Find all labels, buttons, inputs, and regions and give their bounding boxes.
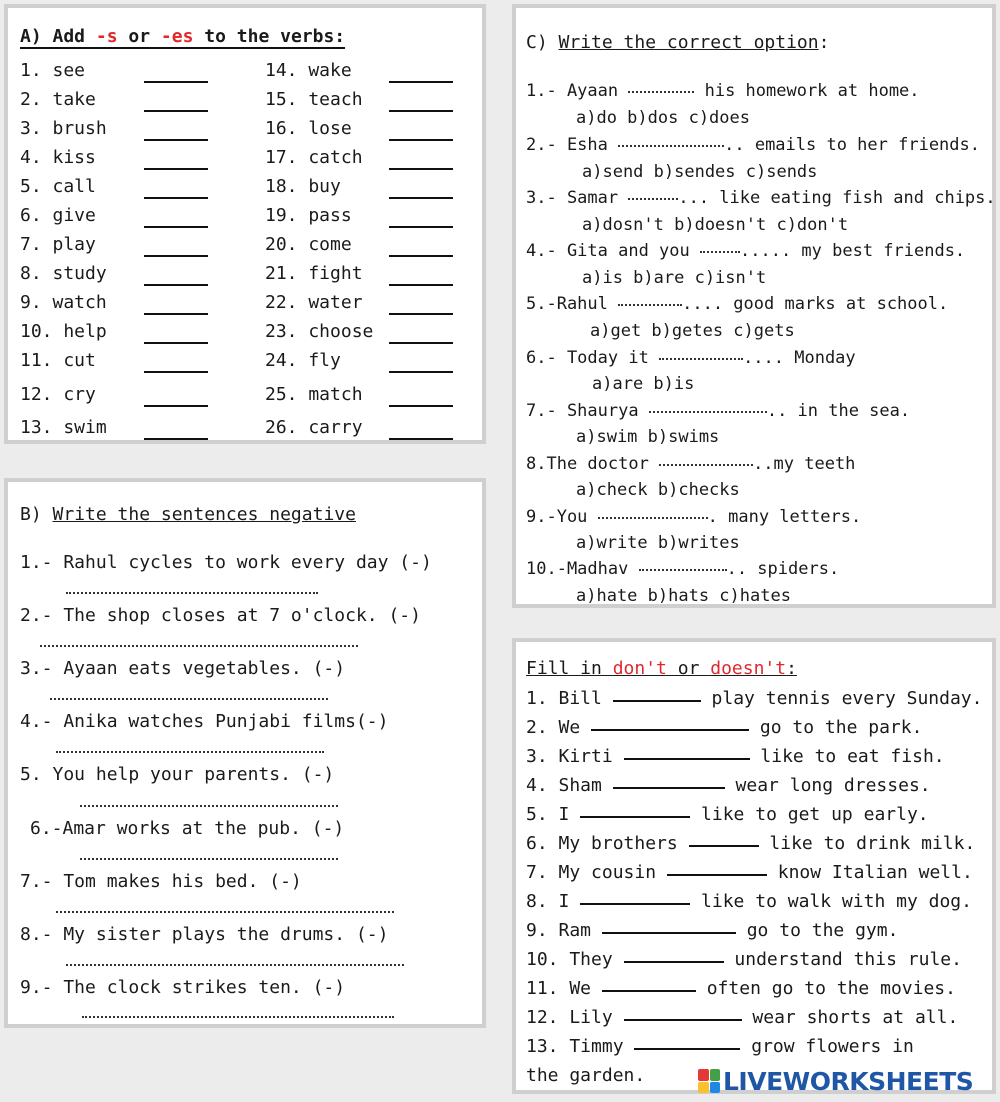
verb-item: 18. buy (265, 176, 341, 197)
verb-answer-blank[interactable] (389, 168, 453, 170)
liveworksheets-logo[interactable] (698, 1066, 973, 1096)
option-answer-blank[interactable] (598, 517, 708, 519)
verb-item: 10. help (20, 321, 107, 342)
negative-answer-line[interactable] (80, 858, 338, 860)
verb-item: 1. see (20, 60, 86, 81)
option-answer-blank[interactable] (659, 358, 743, 360)
option-choices[interactable]: a)swim b)swims (576, 427, 720, 447)
option-question: 10.-Madhav .. spiders. (526, 559, 840, 579)
fill-in-continuation: the garden. (526, 1065, 646, 1086)
option-choices[interactable]: a)are b)is (592, 374, 695, 394)
verb-answer-blank[interactable] (389, 313, 453, 315)
option-answer-blank[interactable] (628, 91, 694, 93)
verb-item: 16. lose (265, 118, 352, 139)
fill-in-item: 7. My cousin know Italian well. (526, 862, 973, 883)
verb-answer-blank[interactable] (144, 313, 208, 315)
option-choices[interactable]: a)check b)checks (576, 480, 740, 500)
fill-in-item: 1. Bill play tennis every Sunday. (526, 688, 983, 709)
option-question: 2.- Esha .. emails to her friends. (526, 135, 980, 155)
option-choices[interactable]: a)send b)sendes c)sends (582, 162, 818, 182)
keyword-doesnt: doesn't (710, 658, 787, 679)
verb-item: 8. study (20, 263, 107, 284)
fill-in-item: 11. We often go to the movies. (526, 978, 956, 999)
fill-in-item: 6. My brothers like to drink milk. (526, 833, 976, 854)
option-question: 1.- Ayaan his homework at home. (526, 81, 920, 101)
verb-answer-blank[interactable] (389, 342, 453, 344)
fill-in-blank[interactable] (602, 932, 736, 934)
option-choices[interactable]: a)write b)writes (576, 533, 740, 553)
section-a-title: A) Add -s or -es to the verbs: (20, 26, 346, 47)
verb-answer-blank[interactable] (389, 405, 453, 407)
fill-in-blank[interactable] (634, 1048, 740, 1050)
liveworksheets-logo-text: LIVEWORKSHEETS (723, 1066, 974, 1096)
verb-answer-blank[interactable] (144, 371, 208, 373)
verb-answer-blank[interactable] (389, 255, 453, 257)
section-d-panel (512, 638, 996, 1094)
negative-answer-line[interactable] (56, 911, 394, 913)
option-answer-blank[interactable] (649, 411, 767, 413)
negative-answer-line[interactable] (66, 592, 318, 594)
option-question: 9.-You . many letters. (526, 507, 862, 527)
section-d-title: Fill in don't or doesn't: (526, 658, 797, 679)
negative-sentence-item: 9.- The clock strikes ten. (-) (20, 977, 346, 998)
option-question: 6.- Today it .... Monday (526, 348, 856, 368)
option-answer-blank[interactable] (700, 251, 740, 253)
keyword-dont: don't (612, 658, 667, 679)
verb-answer-blank[interactable] (144, 284, 208, 286)
verb-item: 15. teach (265, 89, 363, 110)
option-question: 7.- Shaurya .. in the sea. (526, 401, 911, 421)
verb-answer-blank[interactable] (144, 168, 208, 170)
verb-answer-blank[interactable] (389, 284, 453, 286)
verb-item: 19. pass (265, 205, 352, 226)
verb-item: 26. carry (265, 417, 363, 438)
fill-in-item: 13. Timmy grow flowers in (526, 1036, 914, 1057)
option-question: 5.-Rahul .... good marks at school. (526, 294, 949, 314)
section-c-panel (512, 4, 996, 608)
negative-sentence-item: 8.- My sister plays the drums. (-) (20, 924, 389, 945)
negative-sentence-item: 2.- The shop closes at 7 o'clock. (-) (20, 605, 421, 626)
negative-sentence-item: 5. You help your parents. (-) (20, 764, 335, 785)
negative-answer-line[interactable] (50, 698, 328, 700)
verb-answer-blank[interactable] (389, 139, 453, 141)
fill-in-item: 5. I like to get up early. (526, 804, 929, 825)
verb-item: 22. water (265, 292, 363, 313)
verb-item: 5. call (20, 176, 96, 197)
negative-sentence-item: 1.- Rahul cycles to work every day (-) (20, 552, 432, 573)
section-c-title: C) Write the correct option: (526, 32, 830, 53)
fill-in-blank[interactable] (667, 874, 767, 876)
fill-in-blank[interactable] (580, 816, 690, 818)
fill-in-item: 8. I like to walk with my dog. (526, 891, 972, 912)
fill-in-item: 12. Lily wear shorts at all. (526, 1007, 959, 1028)
option-choices[interactable]: a)do b)dos c)does (576, 108, 750, 128)
option-question: 4.- Gita and you ..... my best friends. (526, 241, 966, 261)
verb-answer-blank[interactable] (144, 110, 208, 112)
verb-answer-blank[interactable] (389, 226, 453, 228)
verb-answer-blank[interactable] (144, 197, 208, 199)
fill-in-blank[interactable] (580, 903, 690, 905)
option-question: 8.The doctor ..my teeth (526, 454, 856, 474)
fill-in-blank[interactable] (591, 729, 749, 731)
section-b-title: B) Write the sentences negative (20, 504, 356, 525)
section-b-panel (4, 478, 486, 1028)
option-choices[interactable]: a)get b)getes c)gets (590, 321, 795, 341)
verb-item: 17. catch (265, 147, 363, 168)
section-a-panel (4, 4, 486, 444)
option-question: 3.- Samar ... like eating fish and chips. (526, 188, 996, 208)
verb-item: 4. kiss (20, 147, 96, 168)
verb-answer-blank[interactable] (389, 110, 453, 112)
suffix-es: -es (160, 26, 194, 47)
verb-answer-blank[interactable] (144, 81, 208, 83)
verb-answer-blank[interactable] (144, 405, 208, 407)
verb-answer-blank[interactable] (144, 342, 208, 344)
negative-sentence-item: 3.- Ayaan eats vegetables. (-) (20, 658, 346, 679)
negative-sentence-item: 6.-Amar works at the pub. (-) (30, 818, 345, 839)
verb-item: 12. cry (20, 384, 96, 405)
verb-answer-blank[interactable] (144, 139, 208, 141)
fill-in-item: 10. They understand this rule. (526, 949, 962, 970)
verb-answer-blank[interactable] (144, 226, 208, 228)
option-answer-blank[interactable] (659, 464, 753, 466)
verb-item: 21. fight (265, 263, 363, 284)
verb-answer-blank[interactable] (389, 438, 453, 440)
verb-item: 23. choose (265, 321, 374, 342)
fill-in-blank[interactable] (689, 845, 759, 847)
fill-in-item: 9. Ram go to the gym. (526, 920, 899, 941)
fill-in-item: 2. We go to the park. (526, 717, 923, 738)
liveworksheets-logo-icon (698, 1069, 720, 1093)
fill-in-blank[interactable] (624, 1019, 742, 1021)
fill-in-blank[interactable] (613, 787, 725, 789)
verb-answer-blank[interactable] (144, 255, 208, 257)
verb-item: 24. fly (265, 350, 341, 371)
fill-in-blank[interactable] (624, 961, 724, 963)
verb-item: 20. come (265, 234, 352, 255)
fill-in-blank[interactable] (613, 700, 701, 702)
negative-answer-line[interactable] (82, 1016, 394, 1018)
option-answer-blank[interactable] (618, 304, 682, 306)
option-answer-blank[interactable] (628, 198, 678, 200)
option-choices[interactable]: a)hate b)hats c)hates (576, 586, 791, 606)
verb-item: 11. cut (20, 350, 96, 371)
fill-in-blank[interactable] (624, 758, 750, 760)
suffix-s: -s (95, 26, 118, 47)
verb-item: 14. wake (265, 60, 352, 81)
verb-item: 9. watch (20, 292, 107, 313)
verb-answer-blank[interactable] (144, 438, 208, 440)
verb-item: 7. play (20, 234, 96, 255)
negative-answer-line[interactable] (40, 645, 358, 647)
negative-sentence-item: 4.- Anika watches Punjabi films(-) (20, 711, 389, 732)
option-answer-blank[interactable] (639, 569, 727, 571)
fill-in-item: 3. Kirti like to eat fish. (526, 746, 945, 767)
option-answer-blank[interactable] (618, 145, 724, 147)
negative-answer-line[interactable] (80, 805, 338, 807)
verb-item: 3. brush (20, 118, 107, 139)
verb-item: 25. match (265, 384, 363, 405)
negative-sentence-item: 7.- Tom makes his bed. (-) (20, 871, 302, 892)
verb-answer-blank[interactable] (389, 197, 453, 199)
verb-item: 13. swim (20, 417, 107, 438)
verb-answer-blank[interactable] (389, 371, 453, 373)
negative-answer-line[interactable] (66, 964, 404, 966)
option-choices[interactable]: a)is b)are c)isn't (582, 268, 767, 288)
negative-answer-line[interactable] (56, 751, 324, 753)
fill-in-item: 4. Sham wear long dresses. (526, 775, 931, 796)
verb-item: 6. give (20, 205, 96, 226)
fill-in-blank[interactable] (602, 990, 696, 992)
verb-answer-blank[interactable] (389, 81, 453, 83)
option-choices[interactable]: a)dosn't b)doesn't c)don't (582, 215, 849, 235)
verb-item: 2. take (20, 89, 96, 110)
